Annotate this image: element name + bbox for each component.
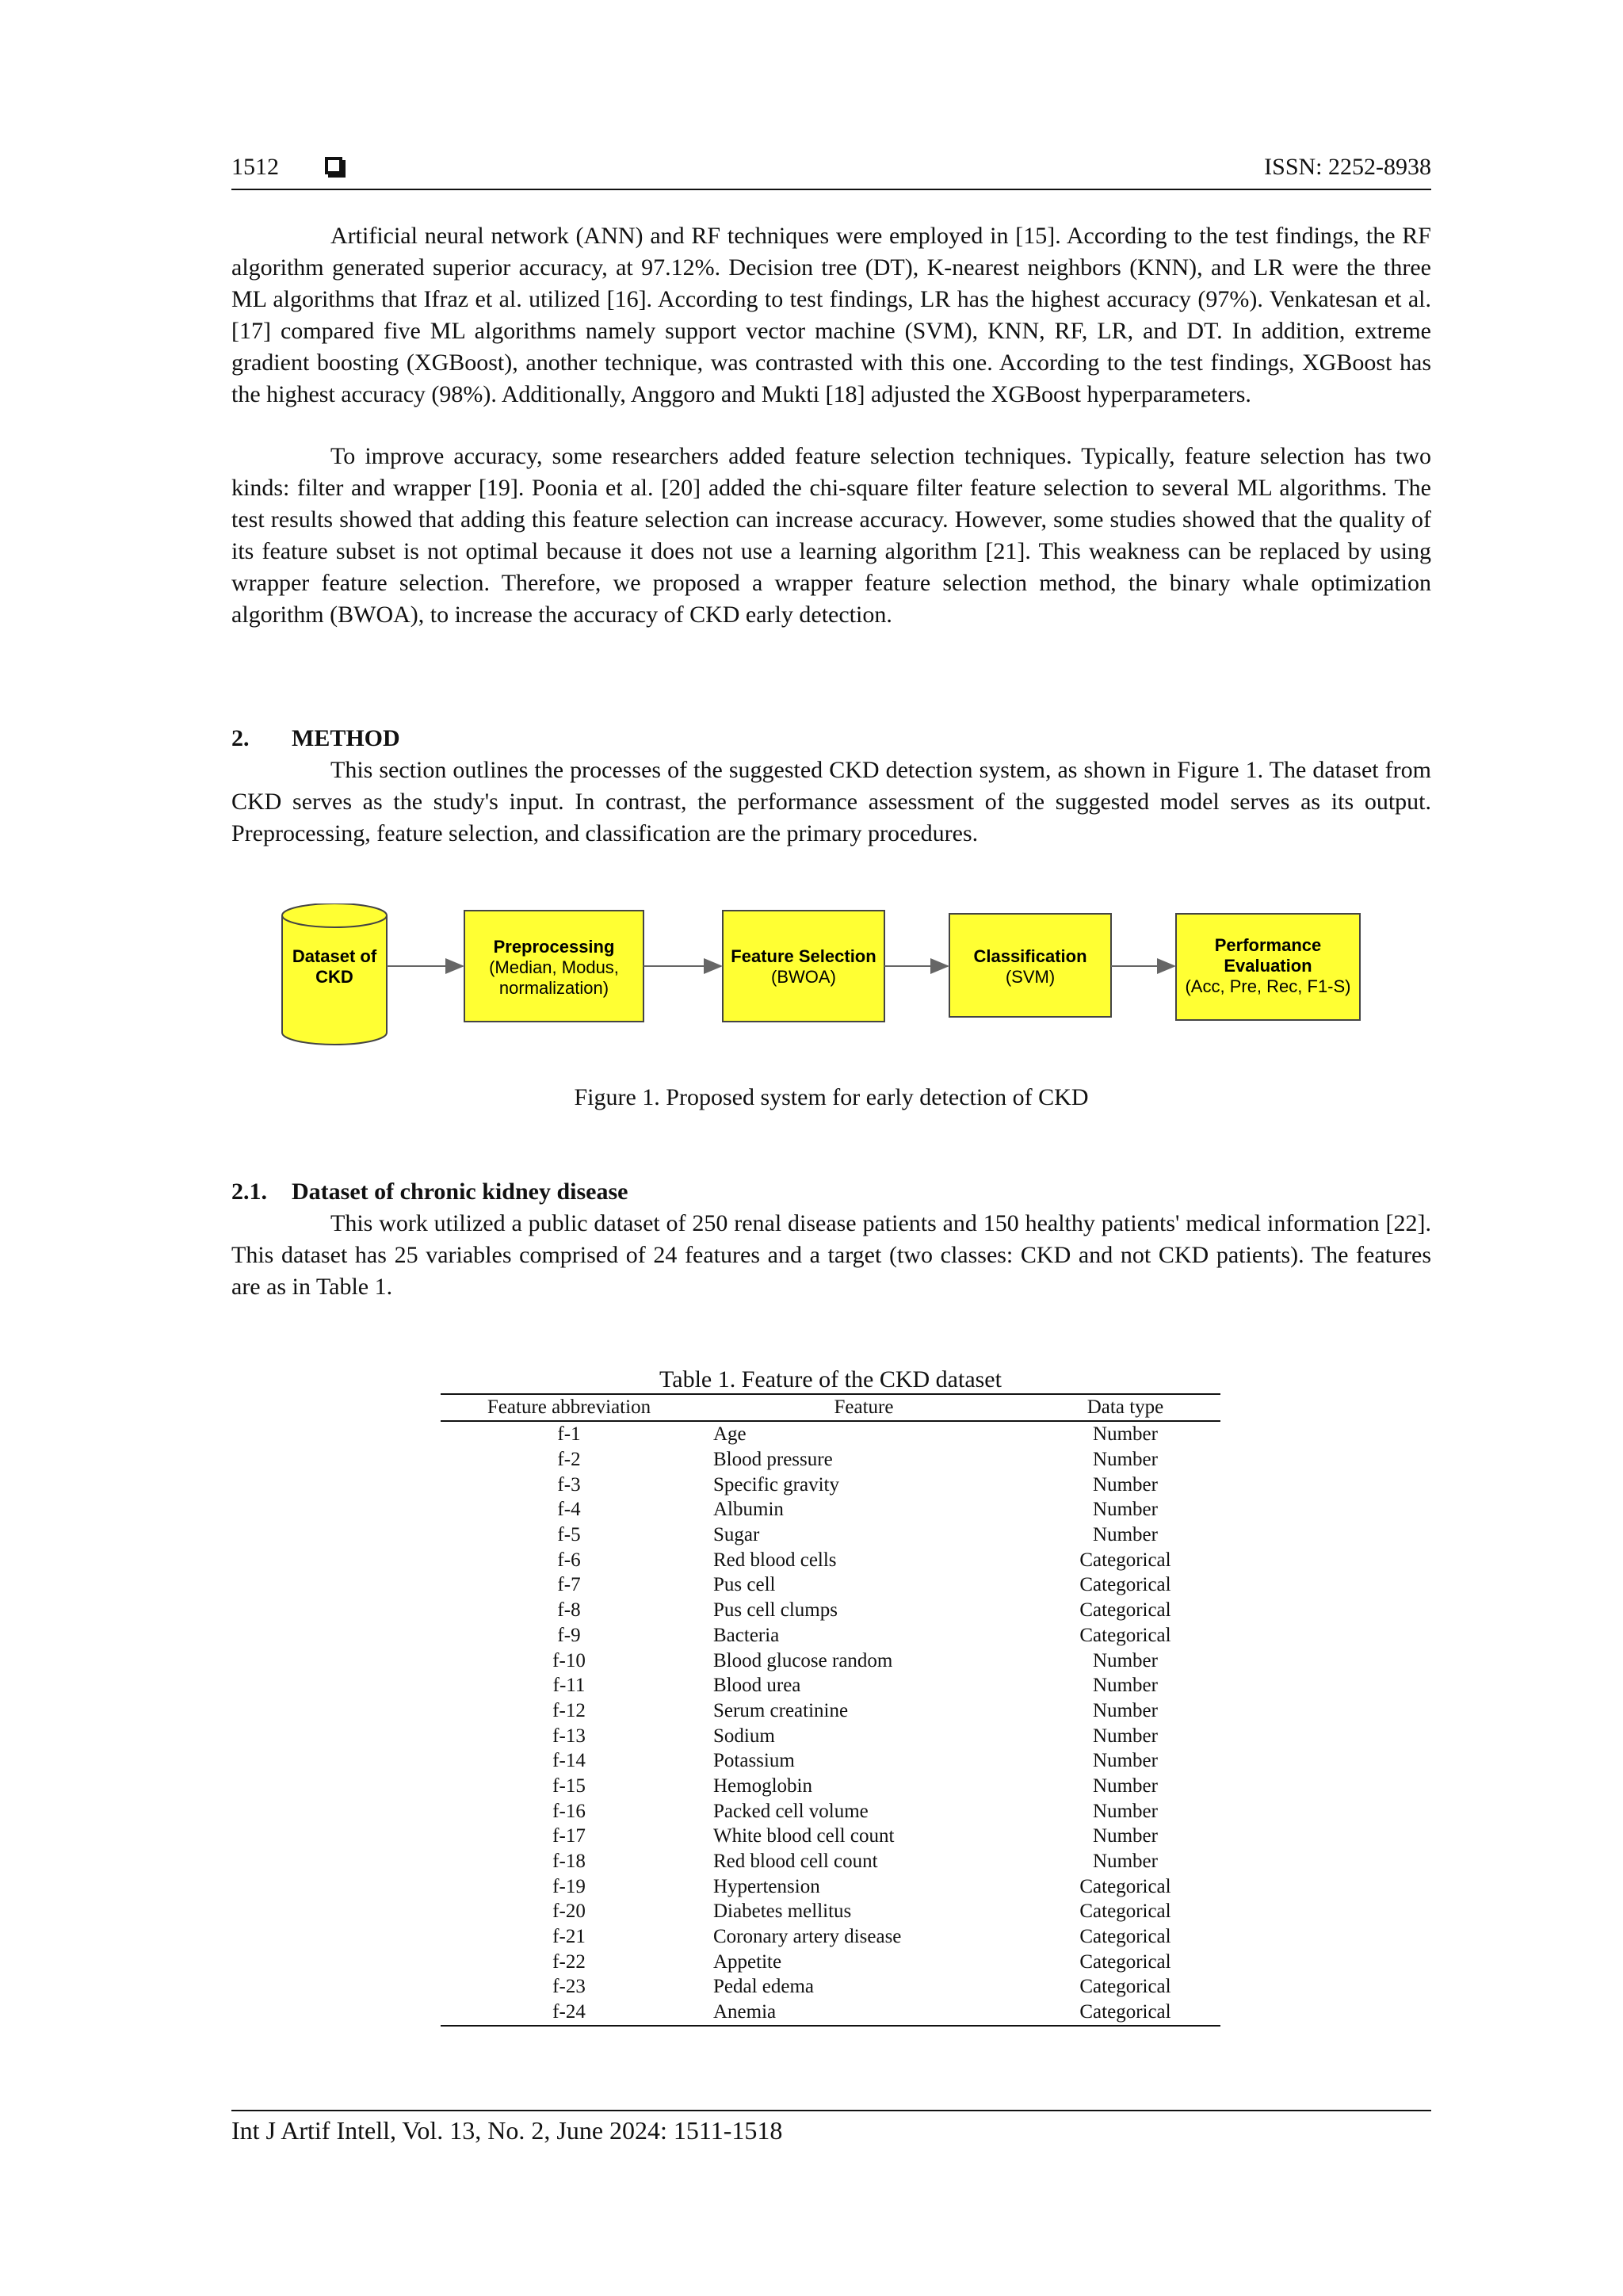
cell-abbreviation: f-8 [557,1599,581,1622]
table-row [441,1874,1220,1899]
footer-citation: Int J Artif Intell, Vol. 13, No. 2, June 2024: 1511-1518 [231,2116,783,2145]
cell-feature: Diabetes mellitus [713,1901,852,1923]
node-label-dataset: Dataset of CKD [292,946,377,987]
table-row [441,1673,1220,1698]
cell-data-type: Number [1093,1699,1158,1721]
cell-abbreviation: f-19 [552,1875,586,1897]
section-heading-dataset: 2.1. Dataset of chronic kidney disease [231,1179,628,1205]
cell-abbreviation: f-5 [557,1524,581,1546]
cell-feature: Blood glucose random [713,1649,893,1671]
cell-data-type: Number [1093,1750,1158,1772]
cell-feature: Pus cell [713,1574,776,1596]
node-label-classification: Classification (SVM) [973,946,1087,987]
col-header-data-type: Data type [1086,1396,1164,1418]
table-row [441,1798,1220,1824]
cell-abbreviation: f-22 [552,1950,586,1973]
cell-feature: Hypertension [713,1875,820,1897]
cell-feature: Specific gravity [713,1473,839,1496]
table-row [441,1849,1220,1874]
cell-feature: Bacteria [713,1624,780,1646]
table-row [441,2000,1220,2026]
section-heading-method: 2. METHOD [231,725,400,751]
cell-data-type: Number [1093,1725,1158,1747]
cell-data-type: Categorical [1079,1875,1171,1897]
paragraph-1: Artificial neural network (ANN) and RF techniques were employed in [15]. According to the test findings, the RF algorithm generated superior accuracy, at 97.12%. Decision tree (DT), K-nearest neighbors (KNN), and LR were the three ML algorithms that Ifraz et al. utilized [16]. According to test findings, LR has the highest accuracy (97%). Venkatesan et al. [17] compared five ML algorithms namely support vector machine (SVM), KNN, RF, LR, and DT. In addition, extreme gradient boosting (XGBoost), another technique, was contrasted with this one. According to the test findings, XGBoost has the highest accuracy (98%). Additionally, Anggoro and Mukti [18] adjusted the XGBoost hyperparameters. [231,223,1431,407]
cell-abbreviation: f-20 [552,1901,586,1923]
cell-abbreviation: f-6 [557,1549,581,1571]
table-row [441,1472,1220,1497]
table-row [441,1547,1220,1572]
cell-data-type: Categorical [1079,1574,1171,1596]
figure-1-flowchart [230,904,1387,1054]
table-row [441,1949,1220,1974]
cell-data-type: Categorical [1079,1549,1171,1571]
table-row [441,1623,1220,1648]
cell-abbreviation: f-16 [552,1800,586,1822]
node-label-feature-selection: Feature Selection (BWOA) [731,946,876,987]
paragraph-4: This work utilized a public dataset of 250 renal disease patients and 150 healthy patients' medical information [22]. This dataset has 25 variables comprised of 24 features and a target (two classes: CKD and not CKD patients). The features are as in Table 1. [231,1210,1431,1300]
cell-data-type: Number [1093,1675,1158,1697]
cell-data-type: Categorical [1079,1976,1171,1998]
cell-data-type: Categorical [1079,1624,1171,1646]
node-label-performance: Performance Evaluation (Acc, Pre, Rec, F1-S) [1185,935,1351,996]
table-row [441,1522,1220,1548]
footer-rule [231,2110,1431,2111]
cell-data-type: Categorical [1079,1901,1171,1923]
cell-data-type: Number [1093,1851,1158,1873]
table-header-row [441,1394,1220,1421]
table-row [441,1497,1220,1522]
cell-feature: Pus cell clumps [713,1599,838,1622]
cell-abbreviation: f-15 [552,1775,586,1797]
table-row [441,1748,1220,1774]
cell-abbreviation: f-23 [552,1976,586,1998]
square-bullet-icon [325,157,342,174]
table-row [441,1899,1220,1924]
table-row [441,1572,1220,1598]
cell-abbreviation: f-14 [552,1750,586,1772]
cell-abbreviation: f-18 [552,1851,586,1873]
cell-abbreviation: f-11 [552,1675,586,1697]
cell-data-type: Number [1093,1649,1158,1671]
col-header-feature: Feature [834,1396,894,1418]
col-header-abbreviation: Feature abbreviation [487,1396,651,1418]
cell-abbreviation: f-21 [552,1926,586,1948]
table-row [441,1598,1220,1623]
issn: ISSN: 2252-8938 [1264,154,1431,180]
cell-feature: Sodium [713,1725,775,1747]
cell-abbreviation: f-13 [552,1725,586,1747]
paragraph-3: This section outlines the processes of the suggested CKD detection system, as shown in Figure 1. The dataset from CKD serves as the study's input. In contrast, the performance assessment of the suggested model serves as its output. Preprocessing, feature selection, and classification are the primary procedures. [231,757,1431,846]
cell-feature: Pedal edema [713,1976,815,1998]
cell-abbreviation: f-12 [552,1699,586,1721]
cell-data-type: Number [1093,1825,1158,1847]
cell-feature: Blood pressure [713,1449,833,1471]
feature-table [441,1393,1220,2027]
table-row [441,1974,1220,2000]
paragraph-2: To improve accuracy, some researchers added feature selection techniques. Typically, feature selection has two kinds: filter and wrapper [19]. Poonia et al. [20] added the chi-square filter feature selection to several ML algorithms. The test results showed that adding this feature selection can increase accuracy. However, some studies showed that the quality of its feature subset is not optimal because it does not use a learning algorithm [21]. This weakness can be replaced by using wrapper feature selection. Therefore, we proposed a wrapper feature selection method, the binary whale optimization algorithm (BWOA), to increase the accuracy of CKD early detection. [231,443,1431,628]
table-row [441,1774,1220,1799]
cell-data-type: Number [1093,1423,1158,1446]
cell-abbreviation: f-1 [557,1423,581,1446]
header-rule [231,189,1431,190]
cell-feature: Anemia [713,2001,777,2023]
cell-feature: Hemoglobin [713,1775,812,1797]
cell-abbreviation: f-3 [557,1473,581,1496]
cell-data-type: Categorical [1079,1599,1171,1622]
page-number: 1512 [231,154,279,180]
figure-caption: Figure 1. Proposed system for early detection of CKD [574,1084,1089,1110]
cell-abbreviation: f-10 [552,1649,586,1671]
cell-abbreviation: f-7 [557,1574,581,1596]
cell-abbreviation: f-2 [557,1449,581,1471]
cell-feature: Blood urea [713,1675,801,1697]
table-row [441,1648,1220,1673]
cell-feature: Potassium [713,1750,795,1772]
cell-feature: Appetite [713,1950,782,1973]
table-row [441,1421,1220,1447]
cell-feature: Red blood cells [713,1549,837,1571]
table-row [441,1447,1220,1473]
cell-data-type: Number [1093,1775,1158,1797]
table-caption: Table 1. Feature of the CKD dataset [659,1366,1002,1392]
cell-abbreviation: f-17 [552,1825,586,1847]
cell-data-type: Categorical [1079,1926,1171,1948]
cell-feature: Serum creatinine [713,1699,849,1721]
cell-abbreviation: f-9 [557,1624,581,1646]
table-row [441,1723,1220,1748]
cell-data-type: Number [1093,1524,1158,1546]
cell-feature: Age [713,1423,747,1446]
cell-feature: Coronary artery disease [713,1926,902,1948]
cell-abbreviation: f-4 [557,1499,581,1521]
cell-feature: White blood cell count [713,1825,895,1847]
cell-feature: Packed cell volume [713,1800,869,1822]
table-row [441,1924,1220,1950]
table-row [441,1698,1220,1724]
cell-data-type: Number [1093,1800,1158,1822]
cell-feature: Red blood cell count [713,1851,878,1873]
node-label-preprocessing: Preprocessing (Median, Modus, normalization) [489,937,619,998]
cell-feature: Sugar [713,1524,760,1546]
cell-data-type: Number [1093,1499,1158,1521]
cell-data-type: Categorical [1079,1950,1171,1973]
cell-data-type: Categorical [1079,2001,1171,2023]
cell-abbreviation: f-24 [552,2001,586,2023]
cell-data-type: Number [1093,1449,1158,1471]
page-header [231,154,1431,190]
cell-feature: Albumin [713,1499,784,1521]
cell-data-type: Number [1093,1473,1158,1496]
table-row [441,1824,1220,1849]
